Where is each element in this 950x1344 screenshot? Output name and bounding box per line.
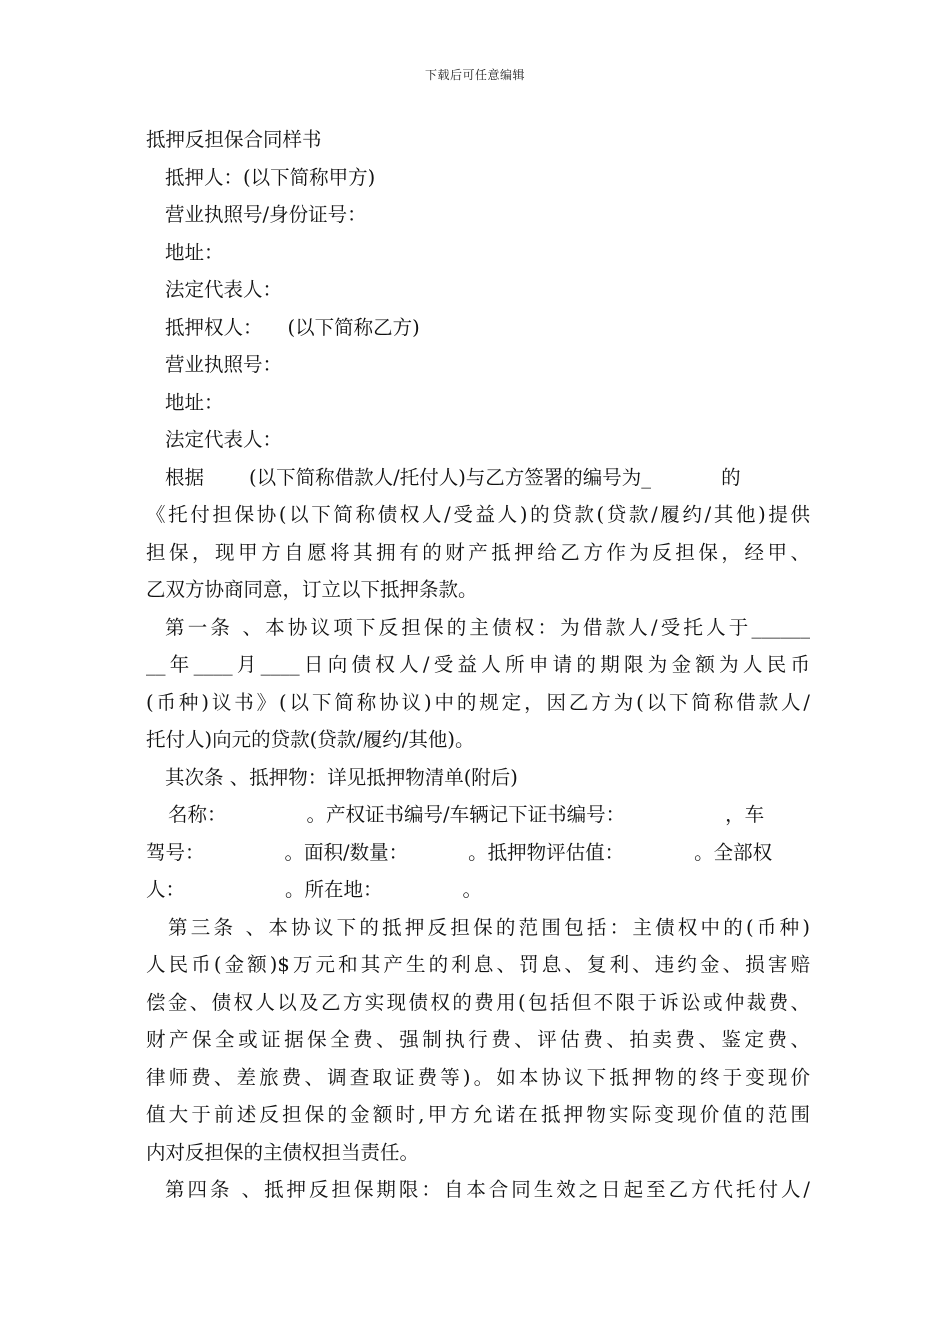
collateral-owner-continued: 人： [146,878,186,901]
article-3-line-5: 律师费、差旅费、调查取证费等)。如本协议下抵押物的终于变现价 [146,1065,810,1089]
party-a-line: 抵押人：(以下简称甲方) [165,165,376,189]
article-2-line-2 [146,796,810,834]
party-b-line [146,309,810,347]
article-2-line-4 [146,871,810,909]
article-1-line-3: (币种)议书》(以下简称协议)中的规定，因乙方为(以下简称借款人/ [146,690,810,714]
article-3-line-4: 财产保全或证据保全费、强制执行费、评估费、拍卖费、鉴定费、 [146,1028,810,1051]
article-4-line-1: 第四条 、抵押反担保期限：自本合同生效之日起至乙方代托付人/ [165,1178,810,1201]
article-2-line-1: 其次条 、抵押物：详见抵押物清单(附后) [165,765,518,789]
party-b-rep-line: 法定代表人： [165,428,283,451]
collateral-owner-label: 。全部权 [694,840,773,864]
party-b-label: 抵押权人： [165,315,263,339]
collateral-cert-label: 。产权证书编号/车辆记下证书编号： [306,803,626,826]
collateral-name-label: 名称： [168,803,227,826]
basis-paragraph-line-2: 《托付担保协(以下简称债权人/受益人)的贷款(贷款/履约/其他)提供 [146,503,810,526]
basis-text-b: (以下简称借款人/托付人)与乙方签署的编号为_ [249,465,652,489]
party-b-license-line: 营业执照号： [165,353,283,376]
article-3-line-7: 内对反担保的主债权担当责任。 [146,1140,420,1164]
collateral-location-label: 。所在地： [285,878,383,901]
article-1-line-4: 托付人)向元的贷款(贷款/履约/其他)。 [146,728,475,751]
article-2-line-3 [146,834,810,872]
article-3-line-3: 偿金、债权人以及乙方实现债权的费用(包括但不限于诉讼或仲裁费、 [146,990,810,1014]
basis-paragraph-line-3: 担保，现甲方自愿将其拥有的财产抵押给乙方作为反担保，经甲、 [146,540,810,564]
document-body [146,121,810,1209]
article-3-line-2: 人民币(金额)$万元和其产生的利息、罚息、复利、违约金、损害赔 [146,953,810,976]
basis-text-c: 的 [721,465,741,489]
basis-paragraph-line-4: 乙双方协商同意，订立以下抵押条款。 [146,578,478,601]
collateral-area-label: 。面积/数量： [284,840,409,864]
collateral-vehicle-label: ，车 [725,803,765,826]
basis-paragraph-line-1 [146,459,810,497]
basis-text-a: 根据 [165,465,205,489]
party-a-rep-line: 法定代表人： [165,278,283,301]
document-title: 抵押反担保合同样书 [146,128,322,151]
party-a-license-line: 营业执照号/身份证号： [165,203,367,226]
page-header: 下载后可任意编辑 [424,68,525,82]
article-1-line-2: __年____月____日向债权人/受益人所申请的期限为金额为人民币 [146,653,810,676]
party-a-address-line: 地址： [165,240,224,264]
article-1-line-1: 第一条 、本协议项下反担保的主债权：为借款人/受托人于______ [165,615,810,639]
article-3-line-1: 第三条 、本协议下的抵押反担保的范围包括：主债权中的(币种) [168,915,810,939]
collateral-frame-label: 驾号： [146,840,205,864]
party-b-alias: (以下简称乙方) [287,315,420,339]
article-3-line-6: 值大于前述反担保的金额时,甲方允诺在抵押物实际变现价值的范围 [146,1103,810,1126]
collateral-value-label: 。抵押物评估值： [468,840,625,864]
collateral-end-mark: 。 [462,878,483,901]
party-b-address-line: 地址： [165,390,224,414]
